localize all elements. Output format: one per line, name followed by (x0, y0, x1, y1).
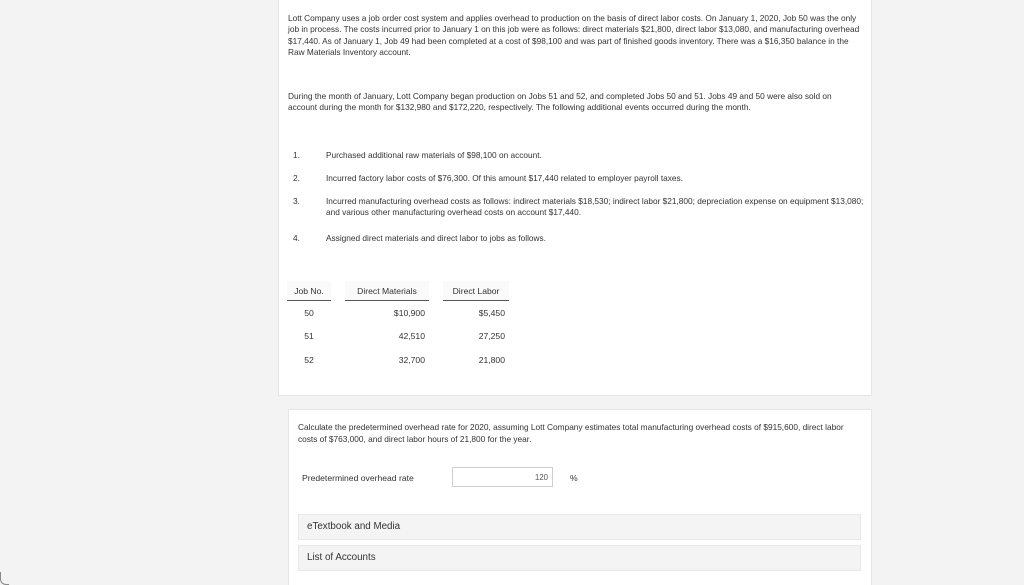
table-row (287, 348, 509, 372)
header-direct-materials: Direct Materials (345, 281, 429, 301)
rate-label: Predetermined overhead rate (302, 473, 414, 483)
event-text: Incurred manufacturing overhead costs as follows: indirect materials $18,530; indirect labor $21,800; depreciation expense on equipment $13,080; and various other manufacturing overhead costs on account $17,440. (326, 196, 864, 218)
question-text: Calculate the predetermined overhead rate for 2020, assuming Lott Company estimates total manufacturing overhead costs of $915,600, direct labor costs of $763,000, and direct labor hours of 21,800 for the year. (298, 422, 844, 444)
event-text: Incurred factory labor costs of $76,300. Of this amount $17,440 related to employer payroll taxes. (326, 173, 683, 183)
etextbook-media-link[interactable]: eTextbook and Media (298, 514, 861, 540)
question-card (288, 409, 872, 585)
cell-job: 52 (304, 354, 314, 365)
table-row (287, 301, 509, 325)
cell-job: 51 (304, 331, 314, 342)
cell-job: 50 (304, 307, 314, 318)
event-number: 2. (293, 173, 300, 183)
cell-direct-labor: 21,800 (478, 354, 505, 365)
event-text: Assigned direct materials and direct labor to jobs as follows. (326, 233, 546, 243)
event-text: Purchased additional raw materials of $98,100 on account. (326, 150, 542, 160)
list-of-accounts-link[interactable]: List of Accounts (298, 545, 861, 571)
problem-card (278, 0, 872, 396)
event-number: 3. (293, 196, 300, 206)
table-row (287, 325, 509, 349)
problem-paragraph-1: Lott Company uses a job order cost system and applies overhead to production on the basis of direct labor costs. On January 1, 2020, Job 50 was the only job in process. The costs incurred prior to January 1 on this job were as follows: direct materials $21,800, direct labor $13,080, and manufacturing overhead $17,440. As of January 1, Job 49 had been completed at a cost of $98,100 and was part of finished goods inventory. There was a $16,350 balance in the Raw Materials Inventory account. (288, 13, 860, 58)
job-cost-table (287, 281, 509, 372)
corner-decoration (0, 572, 9, 585)
event-number: 1. (293, 150, 300, 160)
cell-direct-labor: $5,450 (478, 307, 505, 318)
event-number: 4. (293, 233, 300, 243)
table-header-row (287, 281, 509, 301)
header-job-no: Job No. (287, 281, 331, 301)
cell-direct-labor: 27,250 (478, 331, 505, 342)
percent-unit: % (570, 473, 578, 483)
cell-direct-materials: $10,900 (393, 307, 425, 318)
cell-direct-materials: 32,700 (398, 354, 425, 365)
overhead-rate-input[interactable] (452, 467, 553, 487)
header-direct-labor: Direct Labor (443, 281, 509, 301)
problem-paragraph-2: During the month of January, Lott Company began production on Jobs 51 and 52, and completed Jobs 50 and 51. Jobs 49 and 50 were also sold on account during the month for $132,980 and $172,220, respectively. The following additional events occurred during the month. (288, 91, 832, 113)
cell-direct-materials: 42,510 (398, 331, 425, 342)
